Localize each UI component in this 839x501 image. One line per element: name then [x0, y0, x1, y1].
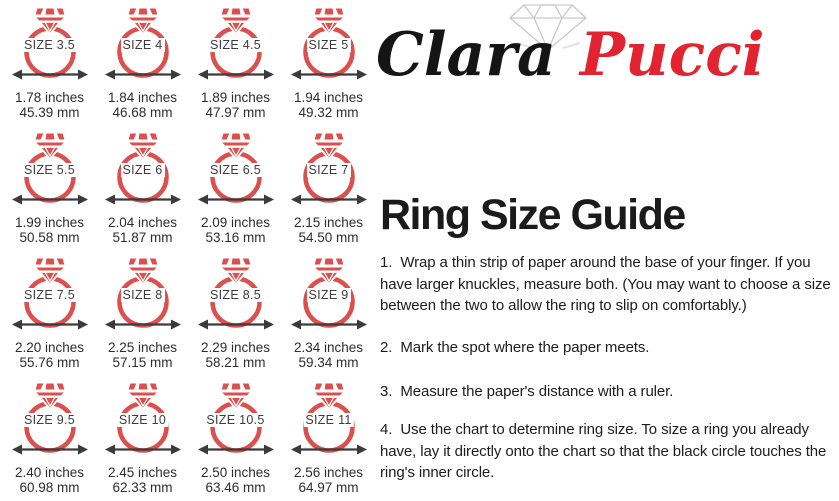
ring-size-cell	[3, 0, 96, 125]
ring-size-mm: 64.97 mm	[298, 480, 359, 495]
ring-size-mm: 50.58 mm	[19, 230, 80, 245]
ring-size-inches: 1.94 inches	[293, 90, 364, 105]
ring-size-cell	[282, 250, 375, 375]
ring-size-label: SIZE 3.5	[23, 38, 76, 52]
ring-size-cell	[189, 375, 282, 500]
ring-measurement	[3, 340, 96, 370]
brand-name-clara: Clara	[376, 20, 556, 90]
diameter-arrow-icon	[291, 193, 367, 206]
instruction-step	[380, 252, 839, 317]
ring-measurement	[96, 215, 189, 245]
ring-size-cell	[282, 0, 375, 125]
step-number: 2.	[380, 339, 393, 356]
ring-size-mm: 47.97 mm	[205, 105, 266, 120]
ring-size-inches: 2.40 inches	[14, 465, 85, 480]
ring-size-label: SIZE 9.5	[23, 413, 76, 427]
ring-size-inches: 2.20 inches	[14, 340, 85, 355]
ring-measurement	[96, 465, 189, 495]
instruction-step	[380, 419, 839, 484]
ring-size-inches: 2.50 inches	[200, 465, 271, 480]
page-title: Ring Size Guide	[380, 191, 685, 239]
ring-size-cell	[96, 250, 189, 375]
ring-size-inches: 2.34 inches	[293, 340, 364, 355]
diameter-arrow-icon	[12, 443, 88, 456]
diameter-arrow-icon	[198, 68, 274, 81]
ring-size-inches: 2.04 inches	[107, 215, 178, 230]
ring-size-inches: 2.25 inches	[107, 340, 178, 355]
ring-size-cell	[3, 375, 96, 500]
step-text: Mark the spot where the paper meets.	[400, 339, 650, 356]
ring-size-mm: 63.46 mm	[205, 480, 266, 495]
ring-size-label: SIZE 11	[305, 413, 352, 427]
ring-size-label: SIZE 8.5	[209, 288, 262, 302]
diameter-arrow-icon	[12, 68, 88, 81]
ring-size-mm: 51.87 mm	[112, 230, 173, 245]
diameter-arrow-icon	[198, 318, 274, 331]
ring-size-inches: 2.09 inches	[200, 215, 271, 230]
ring-size-inches: 1.99 inches	[14, 215, 85, 230]
ring-size-cell	[3, 125, 96, 250]
step-number: 3.	[380, 383, 393, 400]
ring-size-inches: 1.89 inches	[200, 90, 271, 105]
ring-size-cell	[96, 0, 189, 125]
ring-size-cell	[96, 375, 189, 500]
ring-measurement	[282, 90, 375, 120]
ring-measurement	[282, 215, 375, 245]
ring-measurement	[3, 465, 96, 495]
ring-size-mm: 45.39 mm	[19, 105, 80, 120]
ring-size-mm: 58.21 mm	[205, 355, 266, 370]
step-number: 4.	[380, 421, 393, 438]
diameter-arrow-icon	[198, 443, 274, 456]
ring-measurement	[3, 215, 96, 245]
ring-measurement	[189, 215, 282, 245]
ring-size-cell	[282, 125, 375, 250]
ring-size-label: SIZE 5.5	[23, 163, 76, 177]
diameter-arrow-icon	[105, 68, 181, 81]
ring-size-label: SIZE 10.5	[206, 413, 265, 427]
ring-size-mm: 46.68 mm	[112, 105, 173, 120]
ring-size-label: SIZE 6.5	[209, 163, 262, 177]
ring-size-label: SIZE 10	[118, 413, 167, 427]
ring-size-mm: 53.16 mm	[205, 230, 266, 245]
ring-size-mm: 59.34 mm	[298, 355, 359, 370]
instruction-step	[380, 337, 839, 359]
ring-size-cell	[189, 0, 282, 125]
ring-measurement	[96, 340, 189, 370]
step-text: Wrap a thin strip of paper around the base of your finger. If you have larger knuckles, measure both. (You may want to choose a size between the two to allow the ring to slip on comfortably.)	[380, 254, 831, 314]
ring-size-inches: 1.84 inches	[107, 90, 178, 105]
ring-size-mm: 55.76 mm	[19, 355, 80, 370]
ring-size-cell	[96, 125, 189, 250]
diameter-arrow-icon	[105, 443, 181, 456]
diameter-arrow-icon	[198, 193, 274, 206]
step-text: Use the chart to determine ring size. To size a ring you already have, lay it directly onto the chart so that the black circle touches the ring's inner circle.	[380, 421, 827, 481]
ring-measurement	[96, 90, 189, 120]
ring-size-inches: 2.45 inches	[107, 465, 178, 480]
diameter-arrow-icon	[291, 318, 367, 331]
diameter-arrow-icon	[291, 68, 367, 81]
step-number: 1.	[380, 254, 393, 271]
ring-size-label: SIZE 5	[308, 38, 349, 52]
ring-measurement	[189, 340, 282, 370]
ring-size-label: SIZE 7.5	[23, 288, 76, 302]
ring-measurement	[3, 90, 96, 120]
diameter-arrow-icon	[105, 318, 181, 331]
ring-size-label: SIZE 4	[122, 38, 163, 52]
ring-size-cell	[282, 375, 375, 500]
diameter-arrow-icon	[291, 443, 367, 456]
ring-size-mm: 60.98 mm	[19, 480, 80, 495]
instruction-step	[380, 381, 839, 403]
ring-size-mm: 62.33 mm	[112, 480, 173, 495]
diameter-arrow-icon	[12, 193, 88, 206]
ring-size-mm: 49.32 mm	[298, 105, 359, 120]
ring-size-mm: 57.15 mm	[112, 355, 173, 370]
ring-size-inches: 2.56 inches	[293, 465, 364, 480]
ring-size-grid	[3, 0, 375, 501]
ring-size-cell	[189, 125, 282, 250]
ring-size-label: SIZE 9	[308, 288, 349, 302]
diameter-arrow-icon	[105, 193, 181, 206]
ring-size-cell	[3, 250, 96, 375]
ring-measurement	[189, 465, 282, 495]
diameter-arrow-icon	[12, 318, 88, 331]
ring-size-cell	[189, 250, 282, 375]
ring-size-label: SIZE 4.5	[209, 38, 262, 52]
step-text: Measure the paper's distance with a ruler.	[400, 383, 674, 400]
ring-size-inches: 2.15 inches	[293, 215, 364, 230]
ring-size-label: SIZE 6	[122, 163, 163, 177]
ring-size-label: SIZE 8	[122, 288, 163, 302]
instruction-steps	[376, 0, 839, 501]
right-column	[376, 0, 839, 501]
ring-measurement	[282, 465, 375, 495]
ring-size-mm: 54.50 mm	[298, 230, 359, 245]
ring-measurement	[189, 90, 282, 120]
brand-name-pucci: Pucci	[579, 20, 765, 90]
ring-size-inches: 1.78 inches	[14, 90, 85, 105]
ring-measurement	[282, 340, 375, 370]
ring-size-inches: 2.29 inches	[200, 340, 271, 355]
ring-size-label: SIZE 7	[308, 163, 349, 177]
